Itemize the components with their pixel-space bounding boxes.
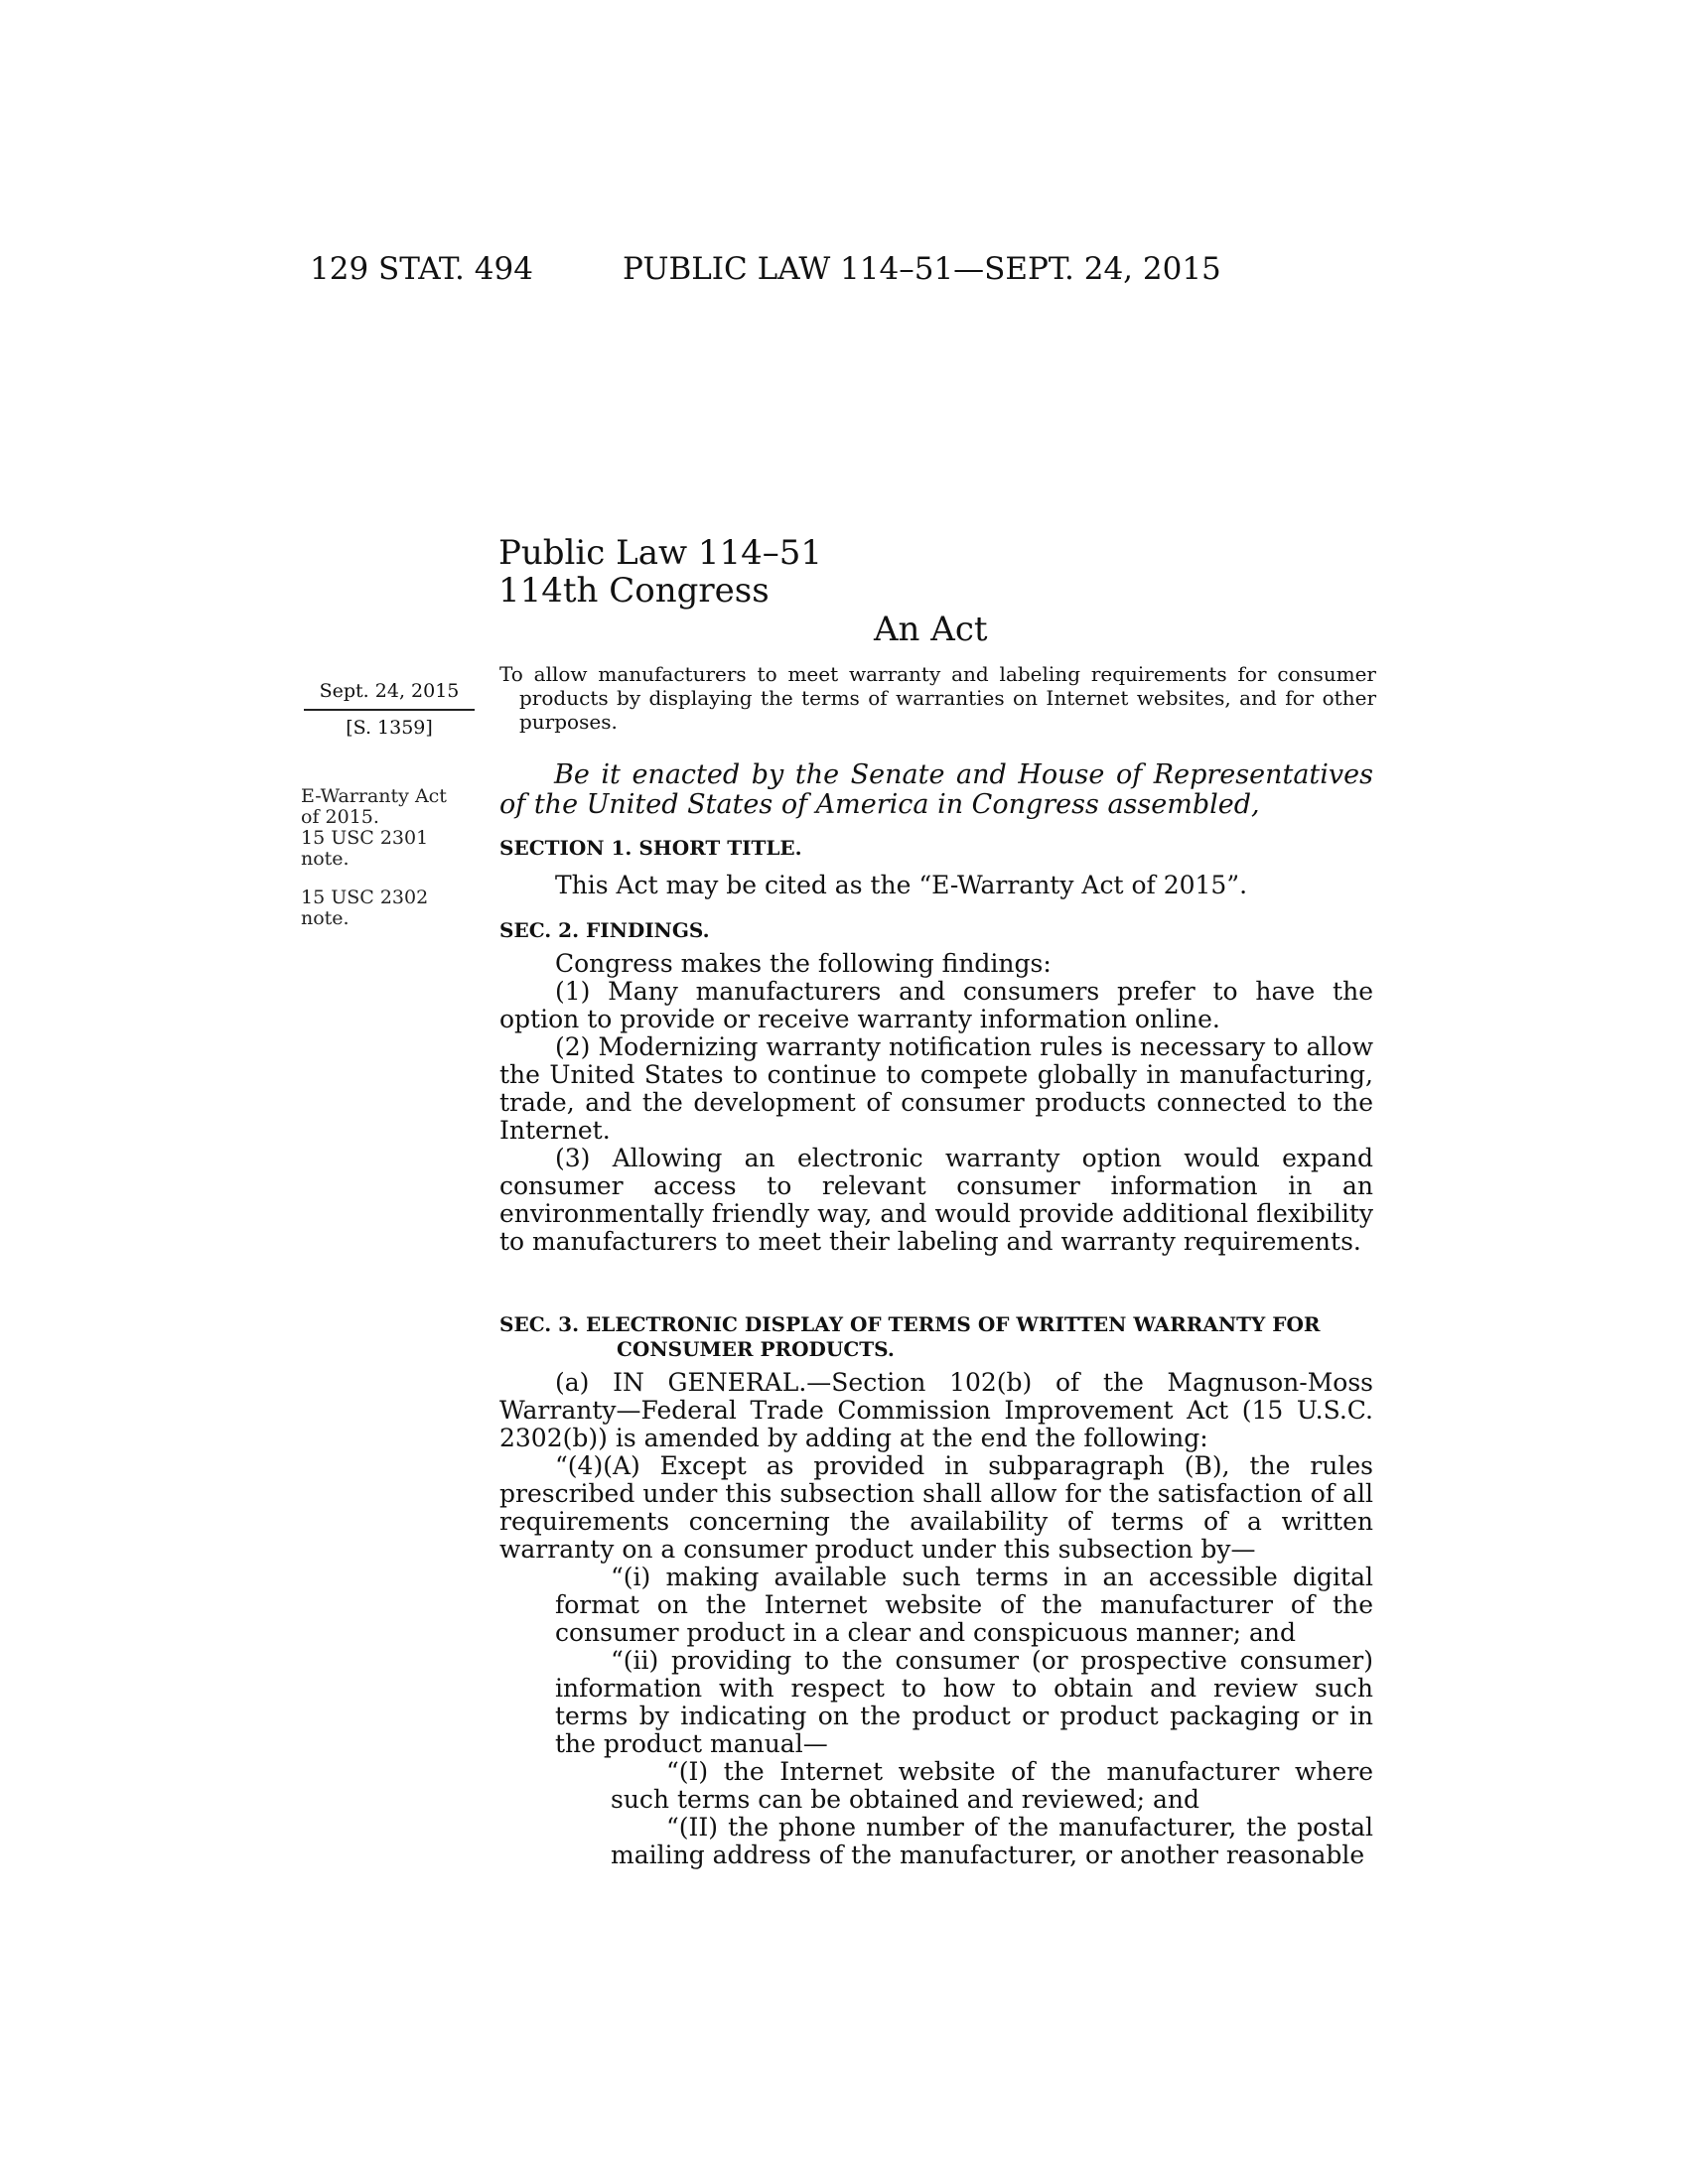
sidebar-note-line: of 2015. — [301, 806, 379, 828]
sidebar-note-line: 15 USC 2302 — [301, 887, 429, 908]
sidebar-note-line: note. — [301, 848, 350, 870]
section-3-a-small-caps: N GENERAL — [622, 1368, 799, 1397]
finding-2: (2) Modernizing warranty notification rules is necessary to allow the United States to continue to compete globally in manufacturing, trade, and the development of consumer products connected to the Internet. — [499, 1032, 1373, 1145]
running-head — [0, 248, 1688, 290]
act-purpose: To allow manufacturers to meet warranty and labeling requirements for consumer products by displaying the terms of warranties on Internet websites, and for other purposes. — [499, 662, 1376, 734]
section-3-heading — [499, 1312, 1373, 1362]
act-title: An Act — [874, 610, 988, 649]
section-3-a-text: .—Section 102(b) of the Magnuson-Moss Warranty—Federal Trade Commission Improvement Act (15 U.S.C. 2302(b)) is amended by adding at the end the following: — [499, 1368, 1374, 1452]
section-2-intro: Congress makes the following findings: — [555, 949, 1052, 978]
quoted-subclause-I: “(I) the Internet website of the manufacturer where such terms can be obtained and reviewed; and — [611, 1757, 1373, 1814]
enacting-clause: Be it enacted by the Senate and House of Representatives of the United States of America in Congress assembled, — [499, 759, 1373, 820]
sidebar-note-line: E-Warranty Act — [301, 785, 447, 807]
sidebar-short-title-note — [301, 786, 490, 870]
running-head-law-date: PUBLIC LAW 114–51—SEPT. 24, 2015 — [623, 251, 1221, 287]
section-3-heading-line-2: CONSUMER PRODUCTS. — [617, 1337, 895, 1361]
sidebar-date: Sept. 24, 2015 — [319, 680, 460, 702]
sidebar-bill-number: [S. 1359] — [346, 717, 433, 739]
congress-number: 114th Congress — [498, 571, 770, 611]
public-law-number: Public Law 114–51 — [498, 533, 823, 573]
stat-page-number: 129 STAT. 494 — [310, 251, 533, 287]
finding-1: (1) Many manufacturers and consumers prefer to have the option to provide or receive warranty information online. — [499, 977, 1373, 1033]
law-heading — [498, 534, 1094, 610]
sidebar-usc-note — [301, 887, 490, 929]
section-1-text: This Act may be cited as the “E-Warranty Act of 2015”. — [555, 871, 1248, 899]
quoted-subclause-II: “(II) the phone number of the manufacturer, the postal mailing address of the manufacturer, or another reasonable — [611, 1813, 1373, 1869]
section-2-heading: SEC. 2. FINDINGS. — [499, 918, 710, 942]
sidebar-bill-box — [304, 679, 475, 741]
section-3-subsection-a — [499, 1369, 1373, 1452]
sidebar-note-line: 15 USC 2301 — [301, 827, 429, 849]
quoted-clause-ii: “(ii) providing to the consumer (or prospective consumer) information with respect to how to obtain and review such terms by indicating on the product or product packaging or in the product manual— — [555, 1646, 1373, 1758]
quoted-clause-i: “(i) making available such terms in an accessible digital format on the Internet website of the manufacturer of the consumer product in a clear and conspicuous manner; and — [555, 1563, 1373, 1647]
sidebar-rule — [304, 709, 475, 711]
section-3-heading-line-1: SEC. 3. ELECTRONIC DISPLAY OF TERMS OF WRITTEN WARRANTY FOR — [499, 1312, 1321, 1336]
quoted-paragraph-4a: “(4)(A) Except as provided in subparagraph (B), the rules prescribed under this subsection shall allow for the satisfaction of all requirements concerning the availability of terms of a written warranty on a consumer product under this subsection by— — [499, 1451, 1373, 1564]
finding-3: (3) Allowing an electronic warranty option would expand consumer access to relevant consumer information in an environmentally friendly way, and would provide additional flexibility to manufacturers to meet their labeling and warranty requirements. — [499, 1144, 1373, 1256]
sidebar-note-line: note. — [301, 907, 350, 929]
section-3-a-label: (a) I — [555, 1368, 623, 1397]
section-1-heading: SECTION 1. SHORT TITLE. — [499, 836, 802, 860]
